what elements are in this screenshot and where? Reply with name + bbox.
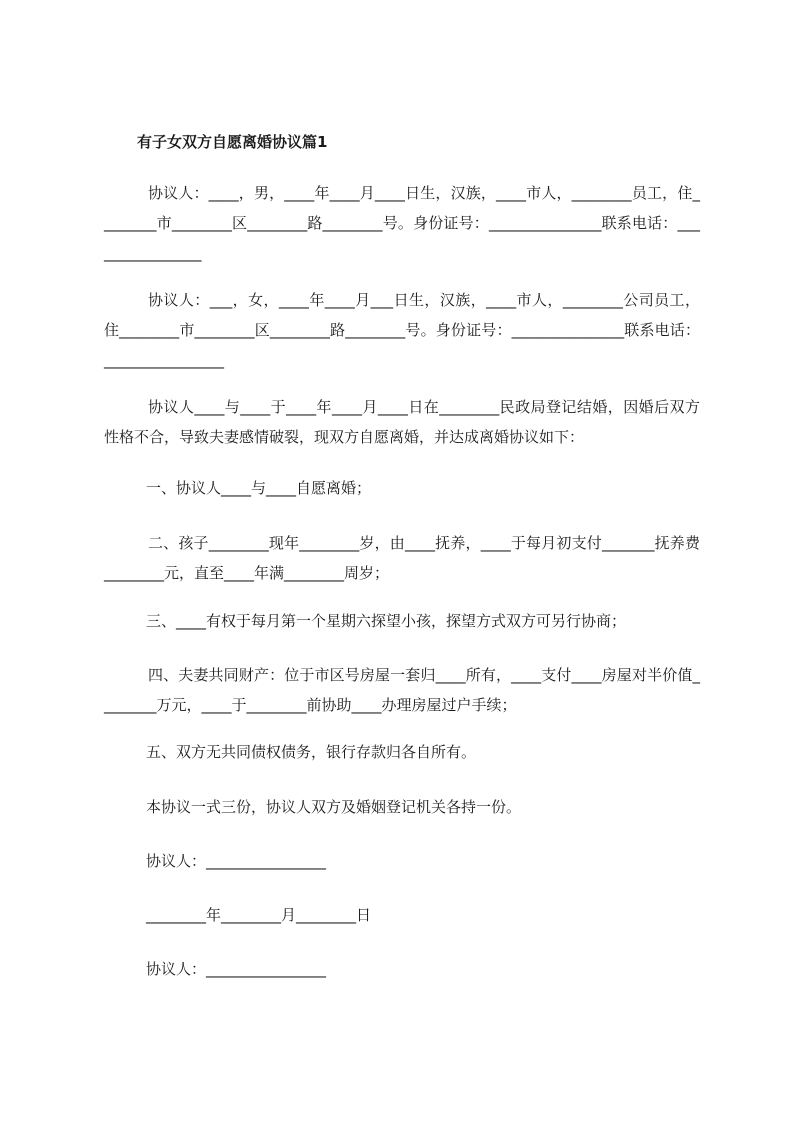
clause-3: 三、____有权于每月第一个星期六探望小孩，探望方式双方可另行协商； (146, 612, 627, 630)
document-title: 有子女双方自愿离婚协议篇1 (137, 133, 328, 151)
signature-line-1: 协议人：________________ (146, 852, 327, 870)
date-line: ________年________月________日 (146, 906, 372, 924)
preamble-paragraph: 协议人____与____于____年____月____日在________民政局登记结婚，因婚后双方性格不合，导致夫妻感情破裂，现双方自愿离婚，并达成离婚协议如下： (104, 398, 700, 446)
clause-4: 四、夫妻共同财产：位于市区号房屋一套归____所有，____支付____房屋对半价值________万元，____于________前协助____办理房屋过户手续； (104, 666, 700, 714)
clause-2: 二、孩子________现年________岁，由____抚养，____于每月初支付_______抚养费________元，直至____年满________周岁； (104, 534, 700, 582)
signature-line-2: 协议人：________________ (146, 960, 327, 978)
party-female-paragraph: 协议人：___，女，____年____月___日生，汉族，____市人，________公司员工，住________市________区________路________号。身份证号：_______________联系电话：________________ (104, 291, 700, 369)
party-male-paragraph: 协议人：____，男，____年____月____日生，汉族，____市人，________员工，住________市________区________路________号。身份证号：_______________联系电话：________________ (104, 184, 700, 262)
clause-1: 一、协议人____与____自愿离婚； (146, 479, 372, 497)
copies-clause: 本协议一式三份，协议人双方及婚姻登记机关各持一份。 (146, 798, 522, 816)
clause-5: 五、双方无共同债权债务，银行存款归各自所有。 (146, 743, 477, 761)
